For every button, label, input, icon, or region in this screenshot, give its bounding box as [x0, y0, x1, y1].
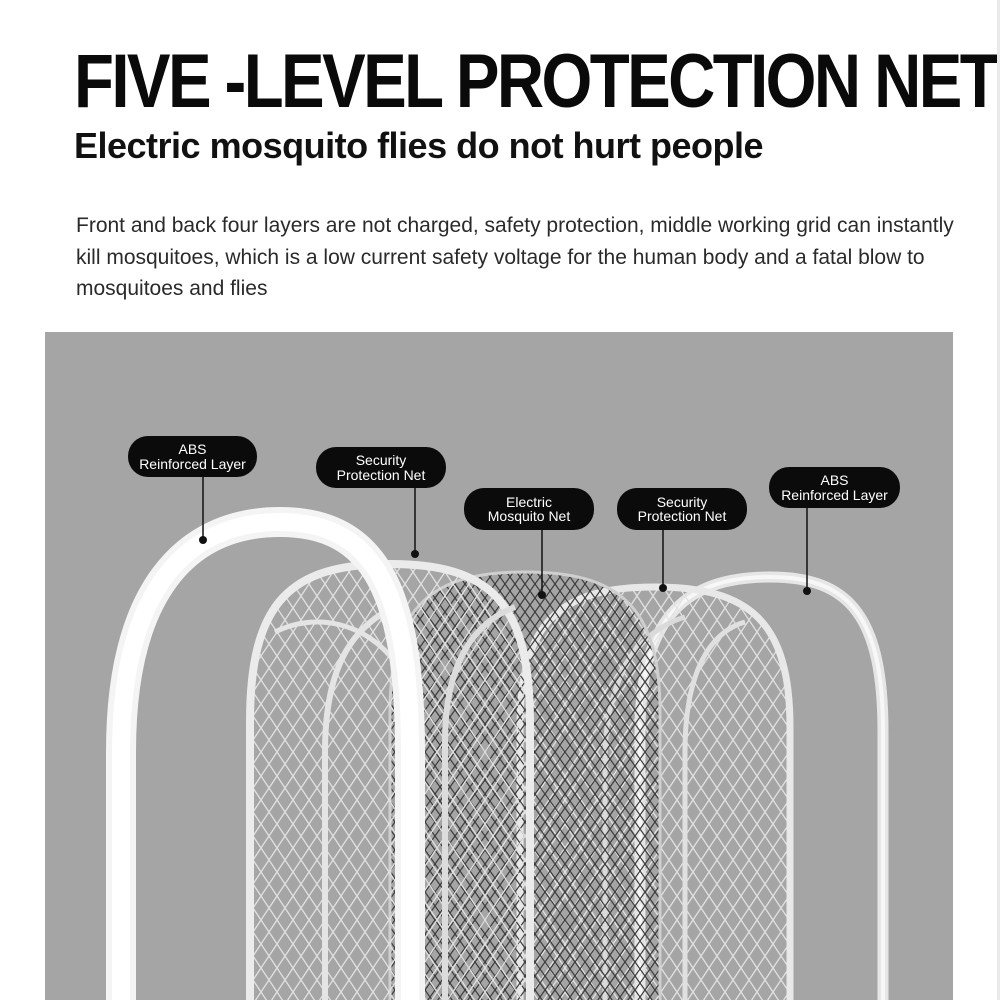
label-electric-mosquito-net [464, 488, 594, 530]
label-line-2: Protection Net [336, 466, 426, 483]
label-security-protection-net-front [316, 447, 446, 488]
page-subtitle: Electric mosquito flies do not hurt people [74, 125, 764, 166]
label-line-1: Security [656, 493, 708, 510]
product-exploded-view [45, 332, 953, 1000]
label-line-1: Electric [506, 493, 552, 510]
label-line-1: Security [355, 452, 407, 468]
label-abs-reinforced-layer-back [769, 467, 900, 508]
label-line-1: ABS [178, 441, 207, 457]
label-line-2: Reinforced Layer [781, 486, 888, 503]
label-abs-reinforced-layer-front [128, 436, 257, 477]
label-line-2: Protection Net [637, 508, 727, 524]
description-text: Front and back four layers are not charged, safety protection, middle working grid can instantly kill mosquitoes, which is a low current safety voltage for the human body and a fatal blow to mosquitoes and flies [76, 214, 954, 300]
page-title: FIVE -LEVEL PROTECTION NET [74, 39, 998, 124]
label-line-2: Mosquito Net [487, 508, 571, 524]
label-line-1: ABS [820, 472, 849, 488]
protection-layers-illustration [45, 332, 953, 1000]
label-line-2: Reinforced Layer [139, 455, 246, 472]
label-security-protection-net-rear [617, 488, 747, 530]
